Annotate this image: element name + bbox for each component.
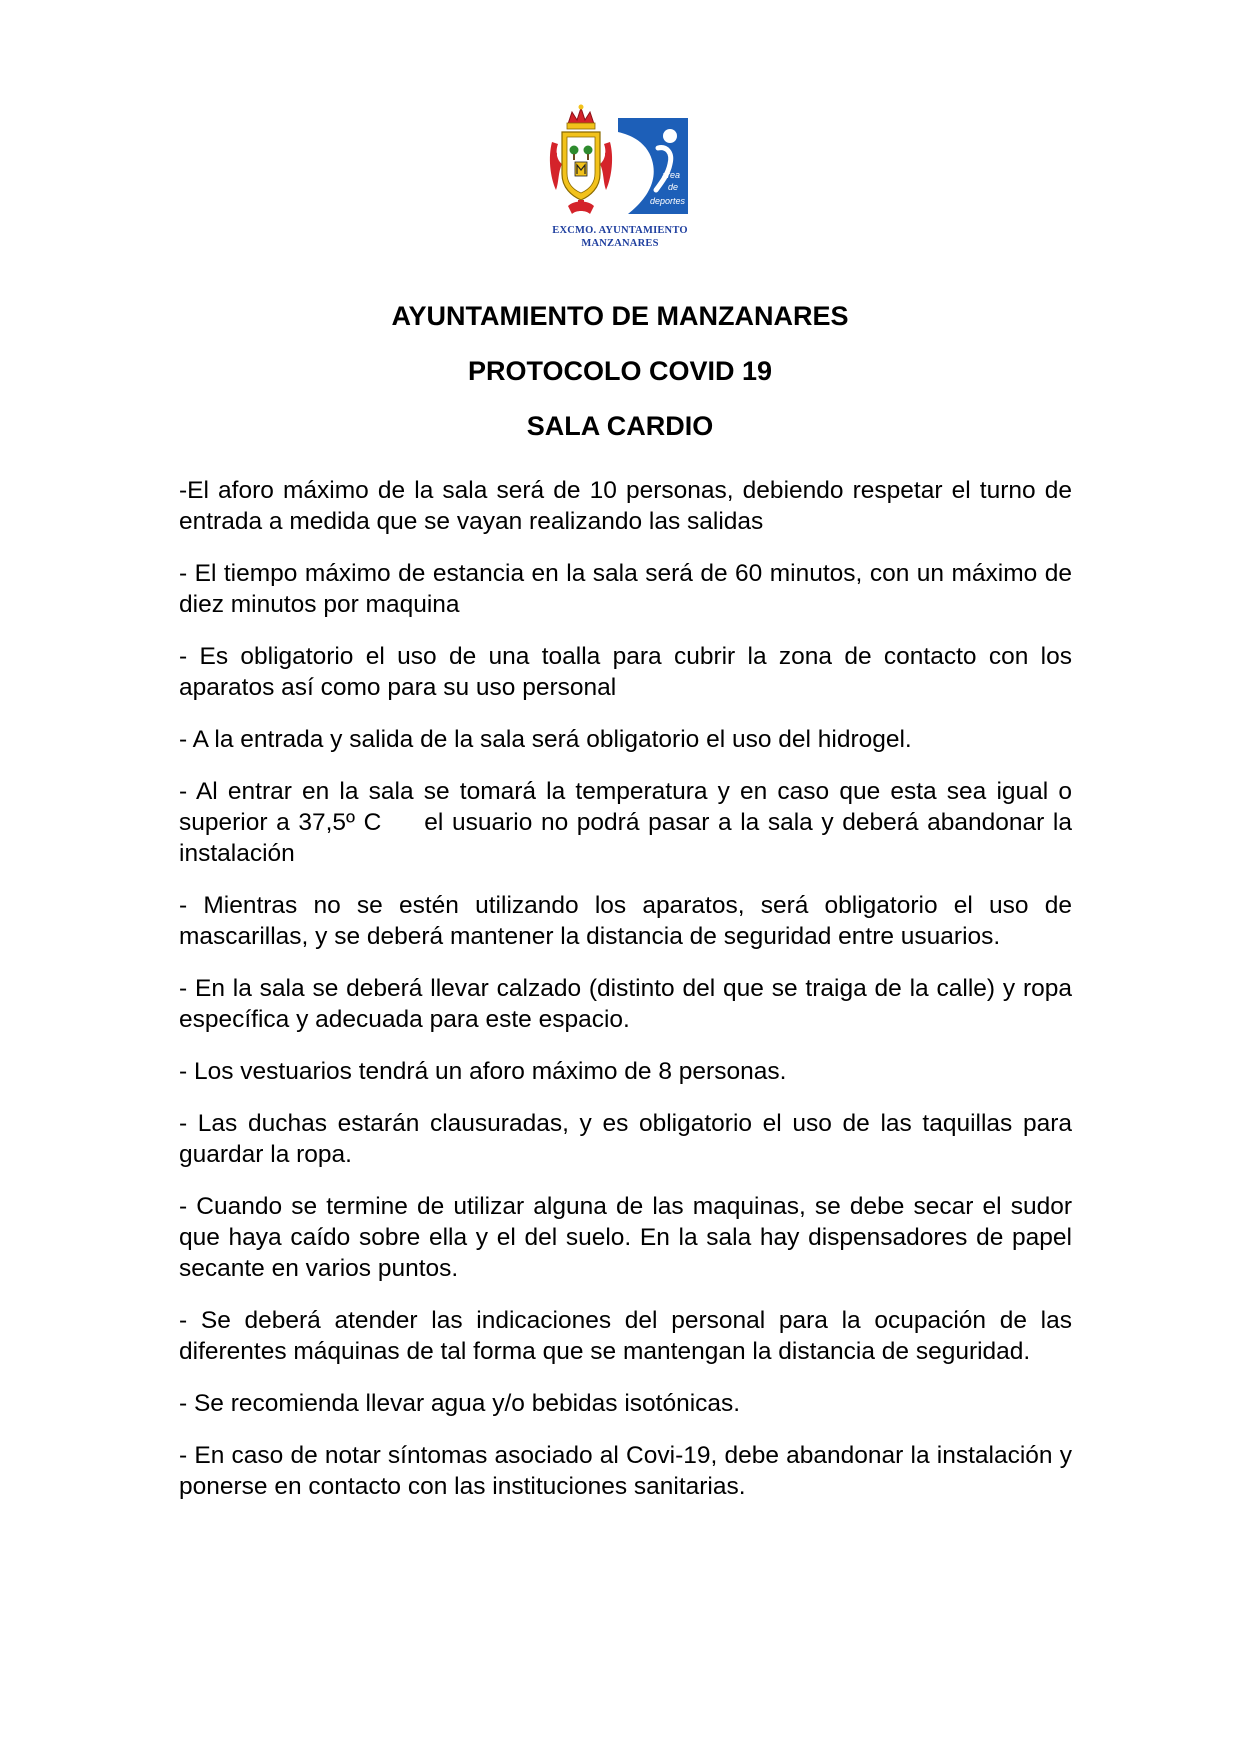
area-de-deportes-logo-icon (618, 118, 688, 214)
rule-item: - En la sala se deberá llevar calzado (distinto del que se traiga de la calle) y ropa específica y adecuada para este espacio. (179, 975, 1072, 1033)
rule-item: - Las duchas estarán clausuradas, y es obligatorio el uso de las taquillas para guardar la ropa. (179, 1110, 1072, 1168)
document-headings (0, 300, 1240, 465)
rule-item: -El aforo máximo de la sala será de 10 personas, debiendo respetar el turno de entrada a medida que se vayan realizando las salidas (179, 477, 1072, 535)
document-title: AYUNTAMIENTO DE MANZANARES (391, 301, 849, 331)
rule-item: - Es obligatorio el uso de una toalla para cubrir la zona de contacto con los aparatos así como para su uso personal (179, 643, 1072, 701)
rule-item: - A la entrada y salida de la sala será obligatorio el uso del hidrogel. (179, 726, 912, 753)
rule-item: - Cuando se termine de utilizar alguna de las maquinas, se debe secar el sudor que haya caído sobre ella y el del suelo. En la sala hay dispensadores de papel secante en varios puntos. (179, 1193, 1072, 1282)
rule-item: - En caso de notar síntomas asociado al Covi-19, debe abandonar la instalación y ponerse en contacto con las instituciones sanitarias. (179, 1442, 1072, 1500)
rule-item: - Al entrar en la sala se tomará la temperatura y en caso que esta sea igual o superior a 37,5º C el usuario no podrá pasar a la sala y deberá abandonar la instalación (179, 778, 1086, 867)
section-title: SALA CARDIO (526, 411, 714, 441)
rule-item: - Se recomienda llevar agua y/o bebidas isotónicas. (179, 1390, 741, 1417)
rules-list (179, 475, 1086, 1523)
sports-text-1: área (662, 170, 681, 180)
logo-caption (540, 224, 700, 250)
rule-item: - El tiempo máximo de estancia en la sala será de 60 minutos, con un máximo de diez minutos por maquina (179, 560, 1072, 618)
logo-caption-line1: EXCMO. AYUNTAMIENTO (552, 225, 688, 236)
coat-of-arms-icon (548, 102, 614, 222)
sports-text-2: de (668, 182, 679, 192)
rule-item: - Se deberá atender las indicaciones del personal para la ocupación de las diferentes máquinas de tal forma que se mantengan la distancia de seguridad. (179, 1307, 1072, 1365)
sports-text-3: deportes (650, 196, 686, 206)
logo-caption-line2: MANZANARES (581, 238, 659, 249)
rule-item: - Mientras no se estén utilizando los aparatos, será obligatorio el uso de mascarillas, y se deberá mantener la distancia de seguridad entre usuarios. (179, 892, 1072, 950)
rule-item: - Los vestuarios tendrá un aforo máximo de 8 personas. (179, 1058, 787, 1085)
logo (540, 102, 700, 262)
document-subtitle: PROTOCOLO COVID 19 (467, 356, 773, 386)
